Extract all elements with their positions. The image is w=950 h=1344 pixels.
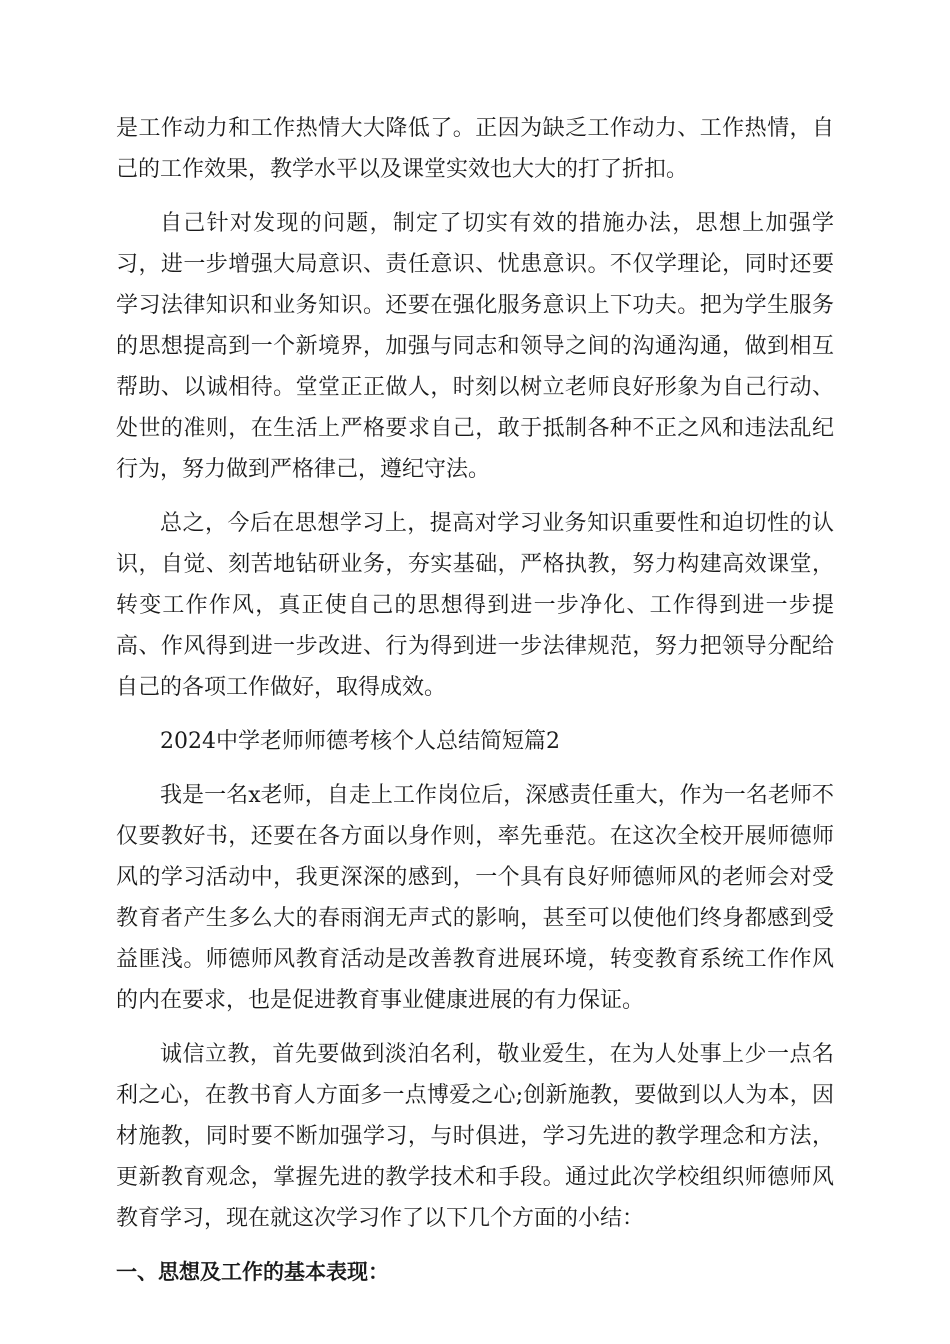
article-heading: 2024中学老师师德考核个人总结简短篇2 <box>160 729 560 754</box>
paragraph-introduction: 我是一名x老师，自走上工作岗位后，深感责任重大，作为一名老师不仅要教好书，还要在各方面以身作则，率先垂范。在这次全校开展师德师风的学习活动中，我更深深的感到，一个具有良好师德师风的老师会对受教育者产生多么大的春雨润无声式的影响，甚至可以使他们终身都感到受益匪浅。师德师风教育活动是改善教育进展环境，转变教育系统工作作风的内在要求，也是促进教育事业健康进展的有力保证。 <box>116 783 834 1013</box>
section-title: 一、思想及工作的基本表现： <box>116 1260 389 1284</box>
paragraph-integrity: 诚信立教，首先要做到淡泊名利，敬业爱生，在为人处事上少一点名利之心，在教书育人方面多一点博爱之心;创新施教，要做到以人为本，因材施教，同时要不断加强学习，与时俱进，学习先进的教学理念和方法，更新教育观念，掌握先进的教学技术和手段。通过此次学校组织师德师风教育学习，现在就这次学习作了以下几个方面的小结： <box>116 1042 834 1231</box>
paragraph-continuation: 是工作动力和工作热情大大降低了。正因为缺乏工作动力、工作热情，自己的工作效果，教学水平以及课堂实效也大大的打了折扣。 <box>116 116 834 182</box>
document-body <box>116 108 834 1293</box>
paragraph-conclusion: 总之，今后在思想学习上，提高对学习业务知识重要性和迫切性的认识，自觉、刻苦地钻研业务，夯实基础，严格执教，努力构建高效课堂，转变工作作风，真正使自己的思想得到进一步净化、工作得到进一步提高、作风得到进一步改进、行为得到进一步法律规范，努力把领导分配给自己的各项工作做好，取得成效。 <box>116 511 834 700</box>
paragraph-measures: 自己针对发现的问题，制定了切实有效的措施办法，思想上加强学习，进一步增强大局意识、责任意识、忧患意识。不仅学理论，同时还要学习法律知识和业务知识。还要在强化服务意识上下功夫。把为学生服务的思想提高到一个新境界，加强与同志和领导之间的沟通沟通，做到相互帮助、以诚相待。堂堂正正做人，时刻以树立老师良好形象为自己行动、处世的准则，在生活上严格要求自己，敢于抵制各种不正之风和违法乱纪行为，努力做到严格律己，遵纪守法。 <box>116 211 834 482</box>
